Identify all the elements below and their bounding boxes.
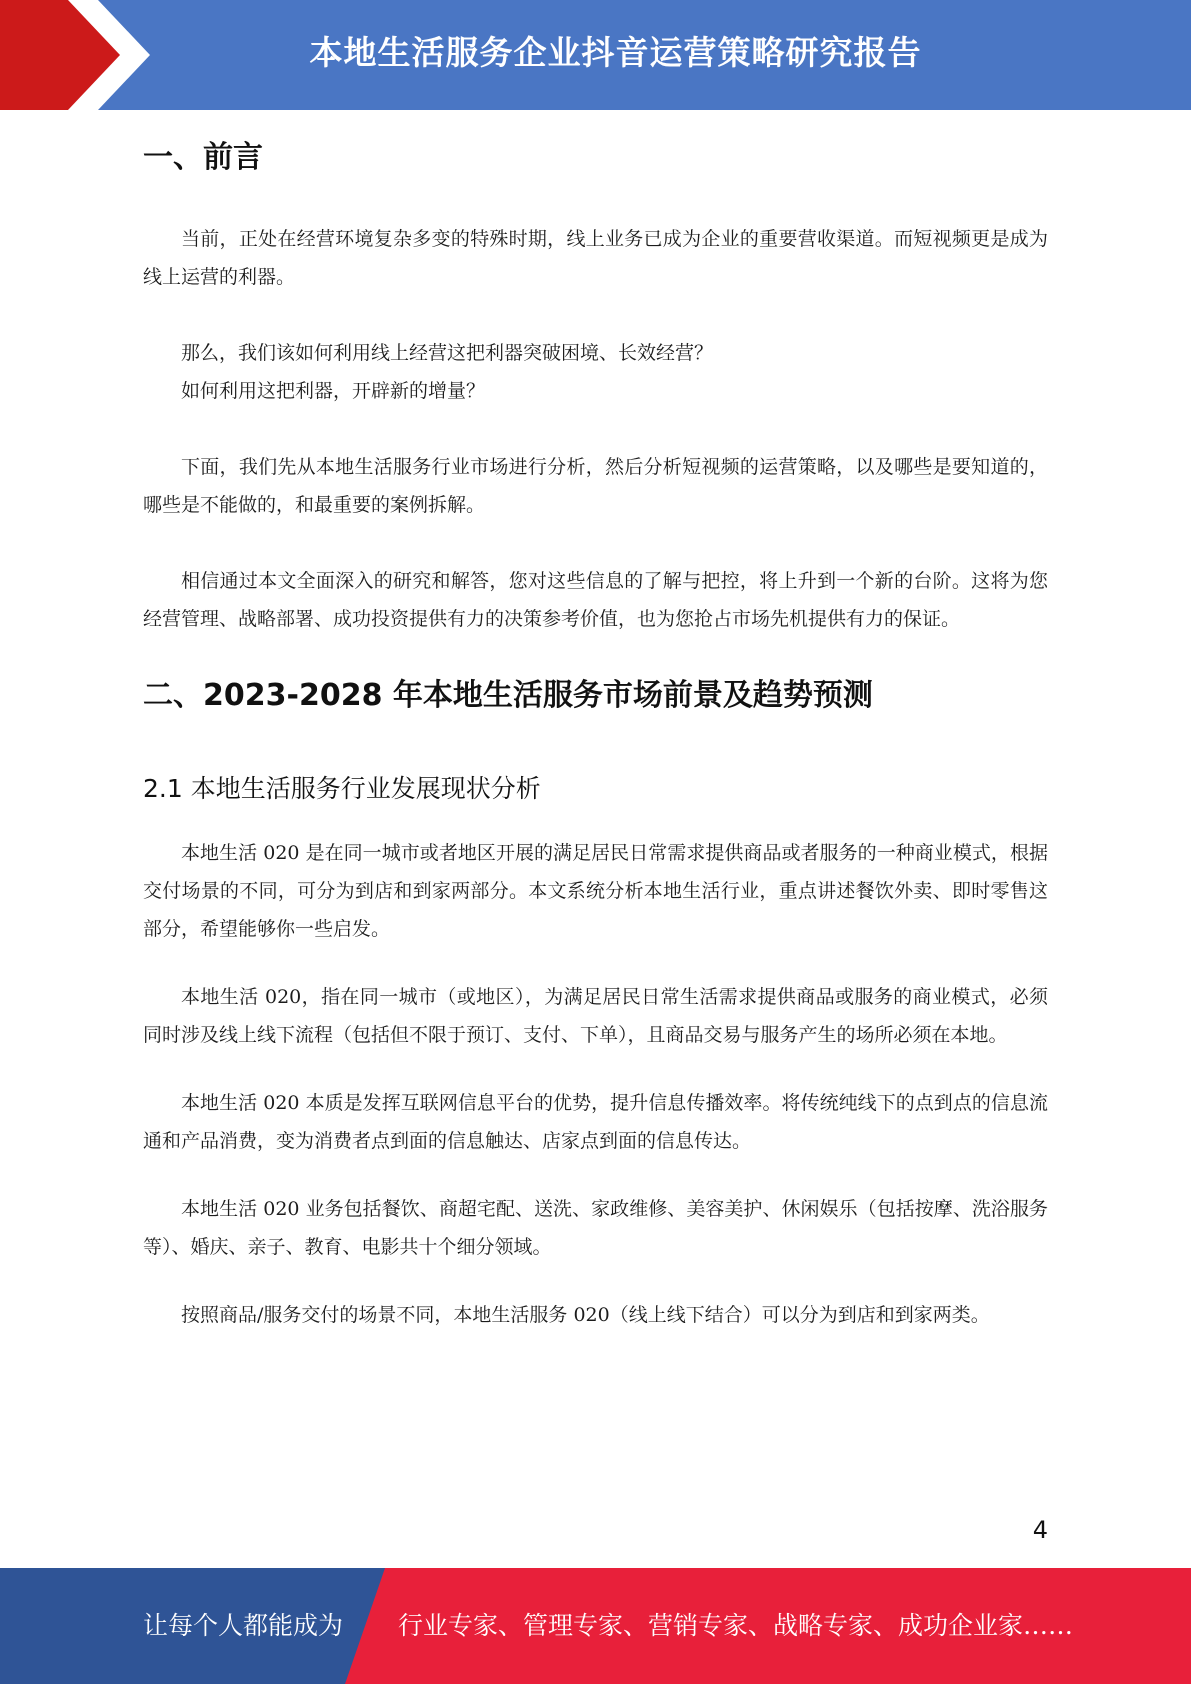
paragraph: 下面，我们先从本地生活服务行业市场进行分析，然后分析短视频的运营策略，以及哪些是要知道的，哪些是不能做的，和最重要的案例拆解。 — [143, 456, 1048, 516]
main-content — [143, 110, 1048, 1334]
paragraph: 本地生活 020 业务包括餐饮、商超宅配、送洗、家政维修、美容美护、休闲娱乐（包括按摩、洗浴服务等）、婚庆、亲子、教育、电影共十个细分领域。 — [143, 1198, 1048, 1258]
report-title: 本地生活服务企业抖音运营策略研究报告 — [309, 33, 922, 72]
paragraph: 如何利用这把利器，开辟新的增量？ — [181, 380, 486, 402]
paragraph: 按照商品/服务交付的场景不同，本地生活服务 020（线上线下结合）可以分为到店和到家两类。 — [181, 1304, 990, 1326]
header-arrow-decoration — [0, 0, 160, 110]
paragraph: 本地生活 020 是在同一城市或者地区开展的满足居民日常需求提供商品或者服务的一种商业模式，根据交付场景的不同，可分为到店和到家两部分。本文系统分析本地生活行业，重点讲述餐饮外卖、即时零售这部分，希望能够你一些启发。 — [143, 842, 1048, 940]
heading-preface: 一、前言 — [143, 140, 263, 175]
footer-banner — [0, 1568, 1191, 1684]
paragraph: 本地生活 020，指在同一城市（或地区），为满足居民日常生活需求提供商品或服务的商业模式，必须同时涉及线上线下流程（包括但不限于预订、支付、下单），且商品交易与服务产生的场所必须在本地。 — [143, 986, 1048, 1046]
paragraph: 当前，正处在经营环境复杂多变的特殊时期，线上业务已成为企业的重要营收渠道。而短视频更是成为线上运营的利器。 — [143, 228, 1048, 288]
page-number: 4 — [1032, 1516, 1048, 1544]
footer-slogan-right: 行业专家、管理专家、营销专家、战略专家、成功企业家…… — [398, 1611, 1074, 1640]
heading-section-2: 二、2023-2028 年本地生活服务市场前景及趋势预测 — [143, 678, 873, 713]
paragraph: 相信通过本文全面深入的研究和解答，您对这些信息的了解与把控，将上升到一个新的台阶。这将为您经营管理、战略部署、成功投资提供有力的决策参考价值，也为您抢占市场先机提供有力的保证。 — [143, 570, 1048, 630]
paragraph: 那么，我们该如何利用线上经营这把利器突破困境、长效经营？ — [181, 342, 714, 364]
subheading-2-1: 2.1 本地生活服务行业发展现状分析 — [143, 774, 541, 803]
header-banner — [0, 0, 1191, 110]
footer-slogan-left: 让每个人都能成为 — [143, 1611, 344, 1640]
paragraph: 本地生活 020 本质是发挥互联网信息平台的优势，提升信息传播效率。将传统纯线下的点到点的信息流通和产品消费，变为消费者点到面的信息触达、店家点到面的信息传达。 — [143, 1092, 1048, 1152]
